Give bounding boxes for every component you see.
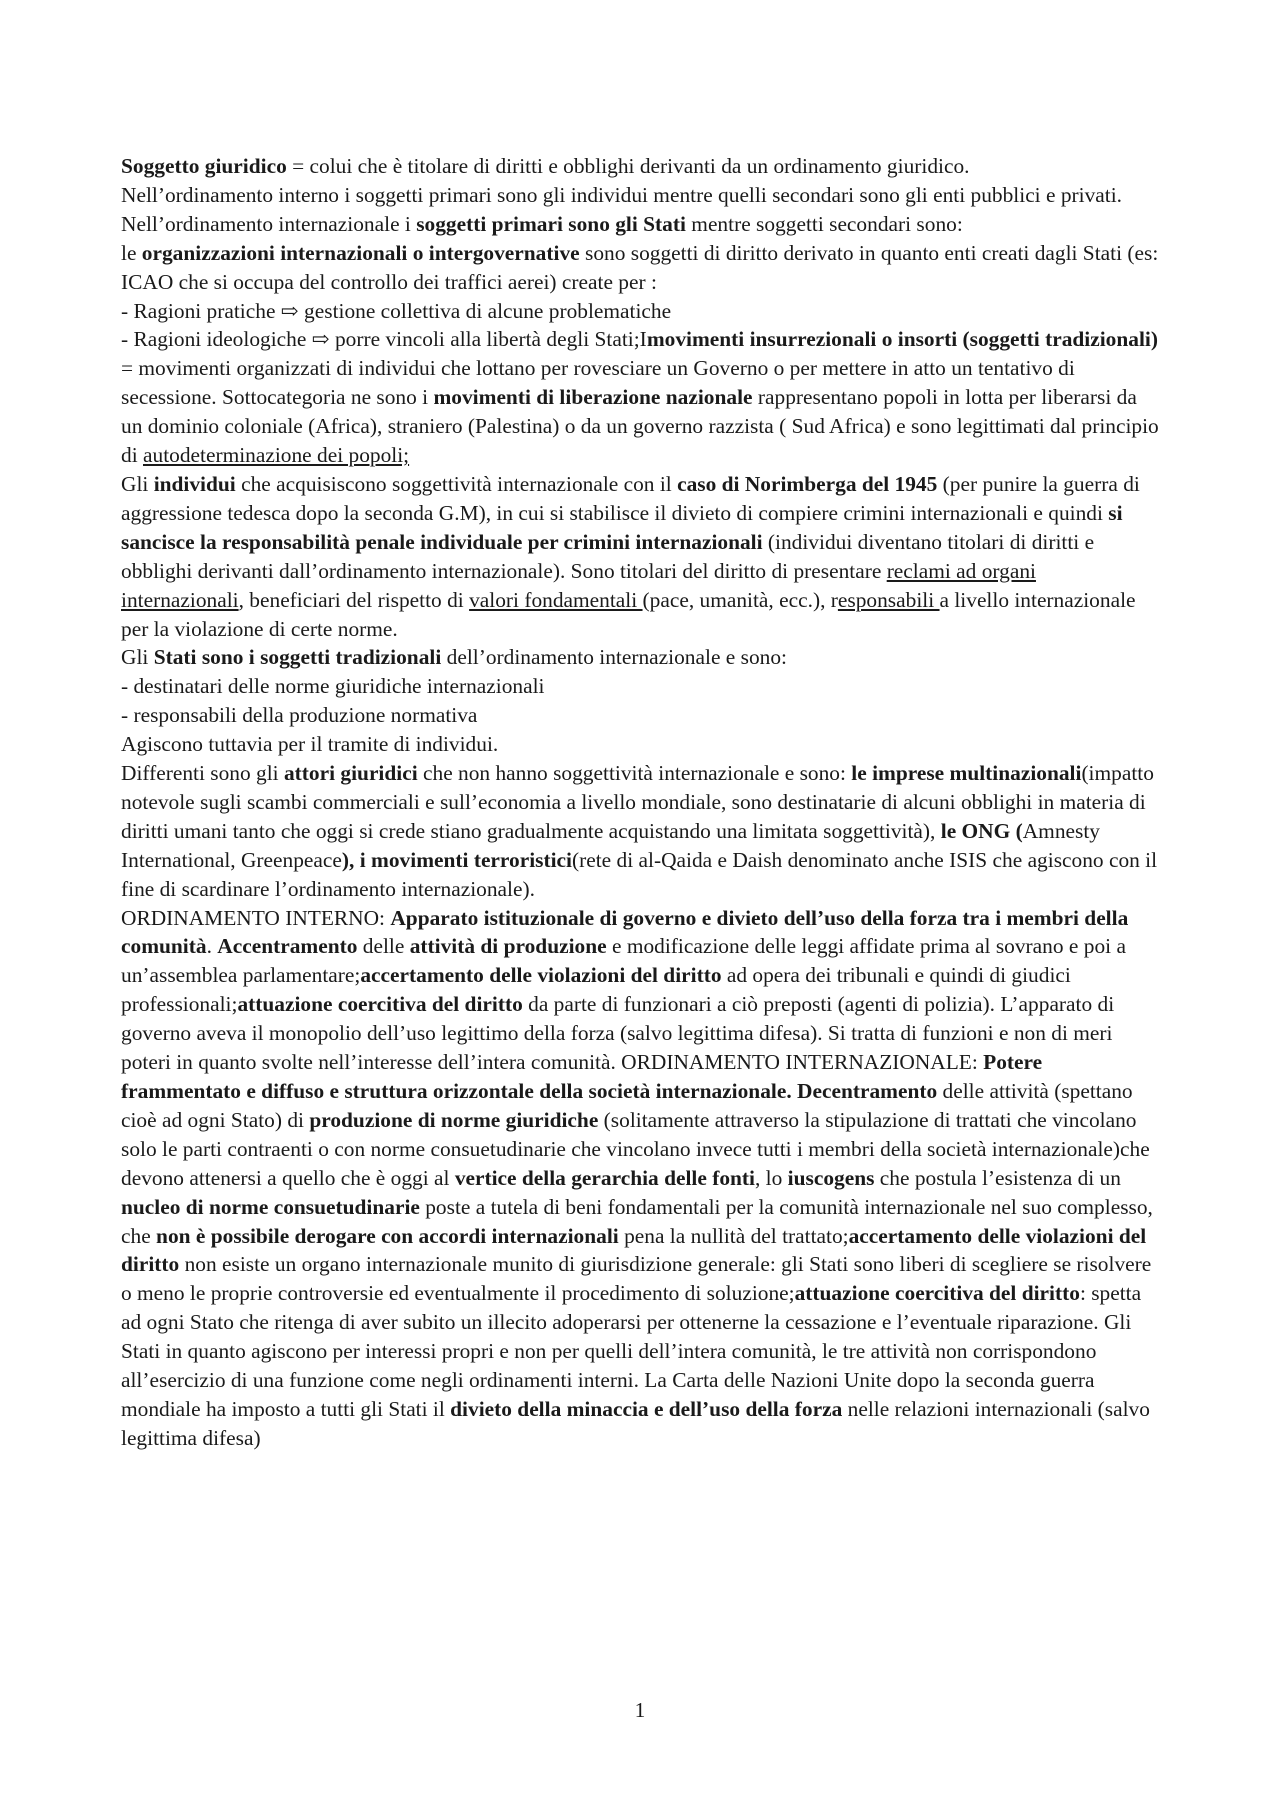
text-run: = movimenti organizzati di individui che lottano per rovesciare un Governo o per mettere in atto un tentativo di secessione. Sottocategoria ne sono i — [121, 356, 1075, 410]
text-run: Nell’ordinamento internazionale i — [121, 211, 417, 236]
paragraph — [121, 730, 1161, 759]
bold-text: i movimenti terroristici — [359, 847, 572, 872]
bold-text: ), — [341, 847, 355, 872]
bold-text: le imprese multinazionali — [851, 761, 1082, 786]
bold-text: Stati sono i soggetti tradizionali — [153, 645, 442, 670]
bold-text: movimenti insurrezionali o insorti (soggetti tradizionali) — [646, 327, 1158, 352]
paragraph — [121, 701, 1161, 730]
text-run: delle — [357, 934, 410, 959]
paragraph — [121, 239, 1161, 297]
bold-text: Soggetto giuridico — [121, 154, 287, 178]
document-body — [121, 152, 1161, 1453]
bold-text: produzione di norme giuridiche — [309, 1107, 599, 1132]
bold-text: attori giuridici — [283, 761, 418, 786]
bold-text: individui — [153, 471, 236, 496]
text-run: pena la nullità del trattato; — [618, 1223, 849, 1248]
bold-text: soggetti primari sono gli Stati — [416, 211, 686, 236]
paragraph — [121, 470, 1161, 643]
text-run: sono soggetti di diritto derivato in quanto enti creati dagli Stati (es: ICAO che si occupa del controllo dei traffici aerei) create per : — [121, 240, 1159, 294]
bold-text: si sancisce la responsabilità penale individuale per crimini internazionali — [121, 500, 1123, 554]
text-run: - Ragioni ideologiche ⇨ porre vincoli alla libertà degli Stati;I — [121, 327, 647, 352]
text-run: - responsabili della produzione normativa — [121, 703, 478, 728]
text-run: Nell’ordinamento interno i soggetti primari sono gli individui mentre quelli secondari sono gli enti pubblici e privati. — [121, 182, 1123, 207]
text-run: le — [121, 240, 142, 265]
text-run: (impatto notevole sugli scambi commerciali e sull’economia a livello mondiale, sono destinatarie di alcuni obblighi in materia di diritti umani tanto che oggi si crede stiano gradualmente acquistando una limitata soggettività), — [121, 761, 1154, 843]
text-run: . — [206, 934, 218, 959]
bold-text: attuazione coercitiva del diritto — [237, 992, 523, 1017]
text-run: dell’ordinamento internazionale e sono: — [441, 645, 787, 670]
bold-text: organizzazioni internazionali o intergovernative — [141, 240, 580, 265]
text-run: ORDINAMENTO INTERNO: — [121, 905, 391, 930]
text-run: Differenti sono gli — [121, 761, 284, 786]
bold-text: non è possibile derogare con accordi internazionali — [156, 1223, 619, 1248]
paragraph — [121, 759, 1161, 904]
bold-text: attività di produzione — [409, 934, 607, 959]
paragraph — [121, 643, 1161, 672]
text-run: = colui che è titolare di diritti e obblighi derivanti da un ordinamento giuridico. — [286, 154, 970, 178]
underlined-text: autodeterminazione dei popoli; — [143, 443, 410, 468]
text-run: poste a tutela di beni fondamentali per la comunità internazionale nel suo complesso, che — [121, 1194, 1153, 1248]
bold-text: vertice della gerarchia delle fonti — [454, 1165, 755, 1190]
text-run: rappresentano popoli in lotta per liberarsi da un dominio coloniale (Africa), straniero (Palestina) o da un governo razzista ( Sud Africa) e sono legittimati dal principio di — [121, 385, 1159, 468]
text-run: (pace, umanità, ecc.), r — [642, 587, 838, 612]
page-number: 1 — [634, 1698, 646, 1722]
text-run: che acquisiscono soggettività internazionale con il — [235, 471, 678, 496]
text-run: , lo — [754, 1165, 788, 1190]
text-run: , beneficiari del rispetto di — [238, 587, 470, 612]
text-run: ad opera dei tribunali e quindi di giudici professionali; — [121, 963, 1071, 1017]
bold-text: iuscogens — [787, 1165, 875, 1190]
bold-text: movimenti di liberazione nazionale — [433, 385, 753, 410]
paragraph — [121, 210, 1161, 239]
text-run: non esiste un organo internazionale munito di giurisdizione generale: gli Stati sono liberi di scegliere se risolvere o meno le proprie controversie ed eventualmente il procedimento di soluzione; — [121, 1252, 1152, 1306]
text-run: e modificazione delle leggi affidate prima al sovrano e poi a un’assemblea parlamentare; — [121, 934, 1126, 988]
bold-text: nucleo di norme consuetudinarie — [121, 1194, 420, 1219]
bold-text: accertamento delle violazioni del diritto — [121, 1223, 1147, 1277]
paragraph — [121, 152, 1161, 181]
text-run: da parte di funzionari a ciò preposti (agenti di polizia). L’apparato di governo aveva il monopolio dell’uso legittimo della forza (salvo legittima difesa). Si tratta di funzioni e non di meri poteri in quanto svolte nell’interesse dell’intera comunità. ORDINAMENTO INTERNAZIONALE: — [121, 992, 1115, 1075]
bold-text: Apparato istituzionale di governo e divieto dell’uso della forza tra i membri della comunità — [121, 905, 1129, 959]
text-run: nelle relazioni internazionali (salvo legittima difesa) — [121, 1396, 1150, 1450]
paragraph — [121, 904, 1161, 1453]
text-run: mentre soggetti secondari sono: — [685, 211, 963, 236]
text-run: Gli — [121, 471, 154, 496]
text-run: (rete di al-Qaida e Daish denominato anche ISIS che agiscono con il fine di scardinare l’ordinamento internazionale). — [121, 847, 1158, 901]
text-run: delle attività (spettano cioè ad ogni Stato) di — [121, 1079, 1133, 1132]
text-run: (solitamente attraverso la stipulazione di trattati che vincolano solo le parti contraenti o con norme consuetudinarie che vincolano invece tutti i membri della società internazionale)che devono attenersi a quello che è oggi al — [121, 1107, 1150, 1190]
paragraph — [121, 325, 1161, 470]
text-run: a livello internazionale per la violazione di certe norme. — [121, 587, 1136, 641]
text-run: Gli — [121, 645, 154, 670]
text-run: : spetta ad ogni Stato che ritenga di aver subito un illecito adoperarsi per ottenerne la cessazione e l’eventuale riparazione. Gli Stati in quanto agiscono per interessi propri e non per quelli dell’intera comunità, le tre attività non corrispondono all’esercizio di una funzione come negli ordinamenti interni. La Carta delle Nazioni Unite dopo la seconda guerra mondiale ha imposto a tutti gli Stati il — [121, 1281, 1142, 1421]
text-run: - destinatari delle norme giuridiche internazionali — [121, 674, 545, 699]
text-run: (individui diventano titolari di diritti e obblighi derivanti dall’ordinamento internazionale). Sono titolari del diritto di presentare — [121, 529, 1095, 583]
text-run: che postula l’esistenza di un — [874, 1165, 1121, 1190]
underlined-text: valori fondamentali — [469, 587, 643, 612]
paragraph — [121, 181, 1161, 210]
bold-text: attuazione coercitiva del diritto — [794, 1281, 1080, 1306]
bold-text: caso di Norimberga del 1945 — [677, 471, 938, 496]
bold-text: le ONG ( — [940, 818, 1023, 843]
underlined-text: esponsabili — [837, 587, 940, 612]
text-run: - Ragioni pratiche ⇨ gestione collettiva di alcune problematiche — [121, 298, 672, 323]
bold-text: divieto della minaccia e dell’uso della forza — [450, 1396, 843, 1421]
text-run: che non hanno soggettività internazionale e sono: — [417, 761, 852, 786]
bold-text: Accentramento — [217, 934, 358, 959]
paragraph — [121, 297, 1161, 326]
paragraph — [121, 672, 1161, 701]
bold-text: Potere frammentato e diffuso e struttura orizzontale della società internazionale. Decentramento — [121, 1050, 1043, 1103]
bold-text: accertamento delle violazioni del diritto — [360, 963, 722, 988]
underlined-text: reclami ad organi internazionali — [121, 558, 1036, 612]
text-run: (per punire la guerra di aggressione tedesca dopo la seconda G.M), in cui si stabilisce il divieto di compiere crimini internazionali e quindi — [121, 471, 1140, 525]
text-run: Amnesty International, Greenpeace — [121, 818, 1100, 872]
text-run: Agiscono tuttavia per il tramite di individui. — [121, 732, 499, 757]
